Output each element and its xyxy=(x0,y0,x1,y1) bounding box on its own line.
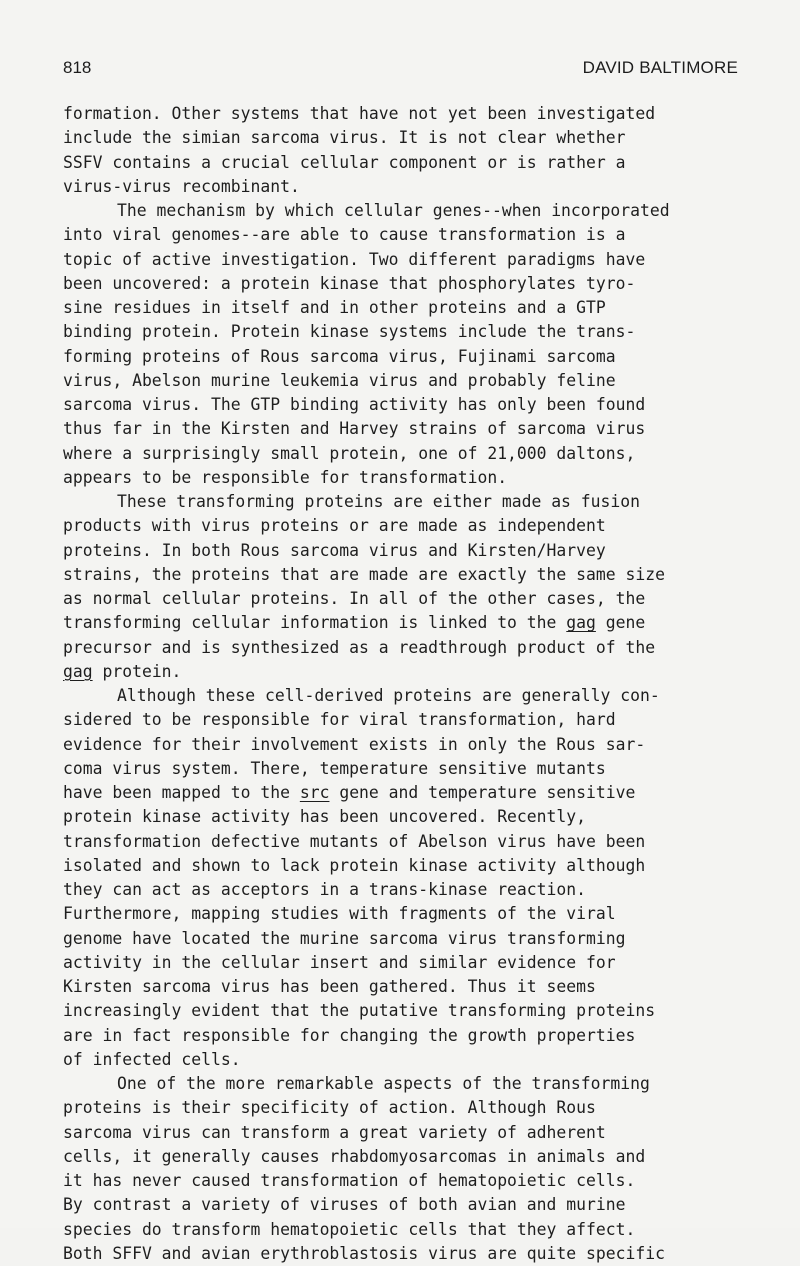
running-head: DAVID BALTIMORE xyxy=(582,58,738,77)
text-line: forming proteins of Rous sarcoma virus, Fujinami sarcoma xyxy=(63,346,616,366)
text-line: they can act as acceptors in a trans-kinase reaction. xyxy=(63,880,587,899)
page-header xyxy=(63,58,738,82)
text-line: where a surprisingly small protein, one of 21,000 daltons, xyxy=(63,443,636,463)
text-line: Although these cell-derived proteins are generally con- xyxy=(117,686,660,705)
text-line: include the simian sarcoma virus. It is not clear whether xyxy=(63,128,626,148)
underlined-term: src xyxy=(299,783,330,802)
text-line: protein kinase activity has been uncovered. Recently, xyxy=(63,807,587,827)
text-line: Furthermore, mapping studies with fragments of the viral xyxy=(63,904,616,924)
page-number: 818 xyxy=(63,58,92,77)
text-line: virus-virus recombinant. xyxy=(63,176,300,196)
text-line: strains, the proteins that are made are exactly the same size xyxy=(63,564,665,584)
text-line: into viral genomes--are able to cause transformation is a xyxy=(63,225,626,245)
text-line: been uncovered: a protein kinase that phosphorylates tyro- xyxy=(63,273,636,293)
text-line: increasingly evident that the putative transforming proteins xyxy=(63,1001,656,1021)
text-line: activity in the cellular insert and similar evidence for xyxy=(63,952,616,972)
text-line: gag protein. xyxy=(63,661,182,681)
body-text xyxy=(63,102,753,1266)
text-line: cells, it generally causes rhabdomyosarcomas in animals and xyxy=(63,1146,646,1166)
text-line: formation. Other systems that have not yet been investigated xyxy=(63,104,656,123)
text-line: transformation defective mutants of Abelson virus have been xyxy=(63,831,646,851)
text-line: The mechanism by which cellular genes--when incorporated xyxy=(117,201,670,220)
text-line: binding protein. Protein kinase systems include the trans- xyxy=(63,322,636,342)
text-line: have been mapped to the src gene and temperature sensitive xyxy=(63,783,636,802)
text-line: precursor and is synthesized as a readthrough product of the xyxy=(63,637,656,657)
text-line: virus, Abelson murine leukemia virus and probably feline xyxy=(63,370,616,390)
text-line: coma virus system. There, temperature sensitive mutants xyxy=(63,758,606,778)
text-line: species do transform hematopoietic cells that they affect. xyxy=(63,1219,636,1239)
text-line: genome have located the murine sarcoma virus transforming xyxy=(63,928,626,948)
text-line: Both SFFV and avian erythroblastosis virus are quite specific xyxy=(63,1243,665,1263)
text-line: it has never caused transformation of hematopoietic cells. xyxy=(63,1171,636,1190)
text-line: sine residues in itself and in other proteins and a GTP xyxy=(63,298,606,317)
text-line: Kirsten sarcoma virus has been gathered. Thus it seems xyxy=(63,977,596,996)
text-line: are in fact responsible for changing the growth properties xyxy=(63,1025,636,1045)
text-line: isolated and shown to lack protein kinase activity although xyxy=(63,855,646,875)
text-line: These transforming proteins are either made as fusion xyxy=(117,492,641,511)
text-line: One of the more remarkable aspects of the transforming xyxy=(117,1074,650,1093)
text-line: of infected cells. xyxy=(63,1049,241,1069)
underlined-term: gag xyxy=(63,661,93,681)
text-line: proteins is their specificity of action. Although Rous xyxy=(63,1098,596,1118)
text-line: proteins. In both Rous sarcoma virus and Kirsten/Harvey xyxy=(63,540,606,560)
text-line: By contrast a variety of viruses of both avian and murine xyxy=(63,1195,626,1215)
text-line: thus far in the Kirsten and Harvey strains of sarcoma virus xyxy=(63,419,646,439)
underlined-term: gag xyxy=(566,613,596,633)
text-line: sarcoma virus can transform a great variety of adherent xyxy=(63,1122,606,1142)
text-line: sidered to be responsible for viral transformation, hard xyxy=(63,710,616,730)
text-line: sarcoma virus. The GTP binding activity has only been found xyxy=(63,395,646,414)
text-line: products with virus proteins or are made as independent xyxy=(63,516,606,536)
text-line: topic of active investigation. Two different paradigms have xyxy=(63,249,646,269)
text-line: evidence for their involvement exists in only the Rous sar- xyxy=(63,734,646,754)
text-line: transforming cellular information is linked to the gag gene xyxy=(63,613,646,633)
text-line: as normal cellular proteins. In all of the other cases, the xyxy=(63,589,646,608)
text-line: SSFV contains a crucial cellular component or is rather a xyxy=(63,152,626,172)
text-line: appears to be responsible for transformation. xyxy=(63,467,508,487)
